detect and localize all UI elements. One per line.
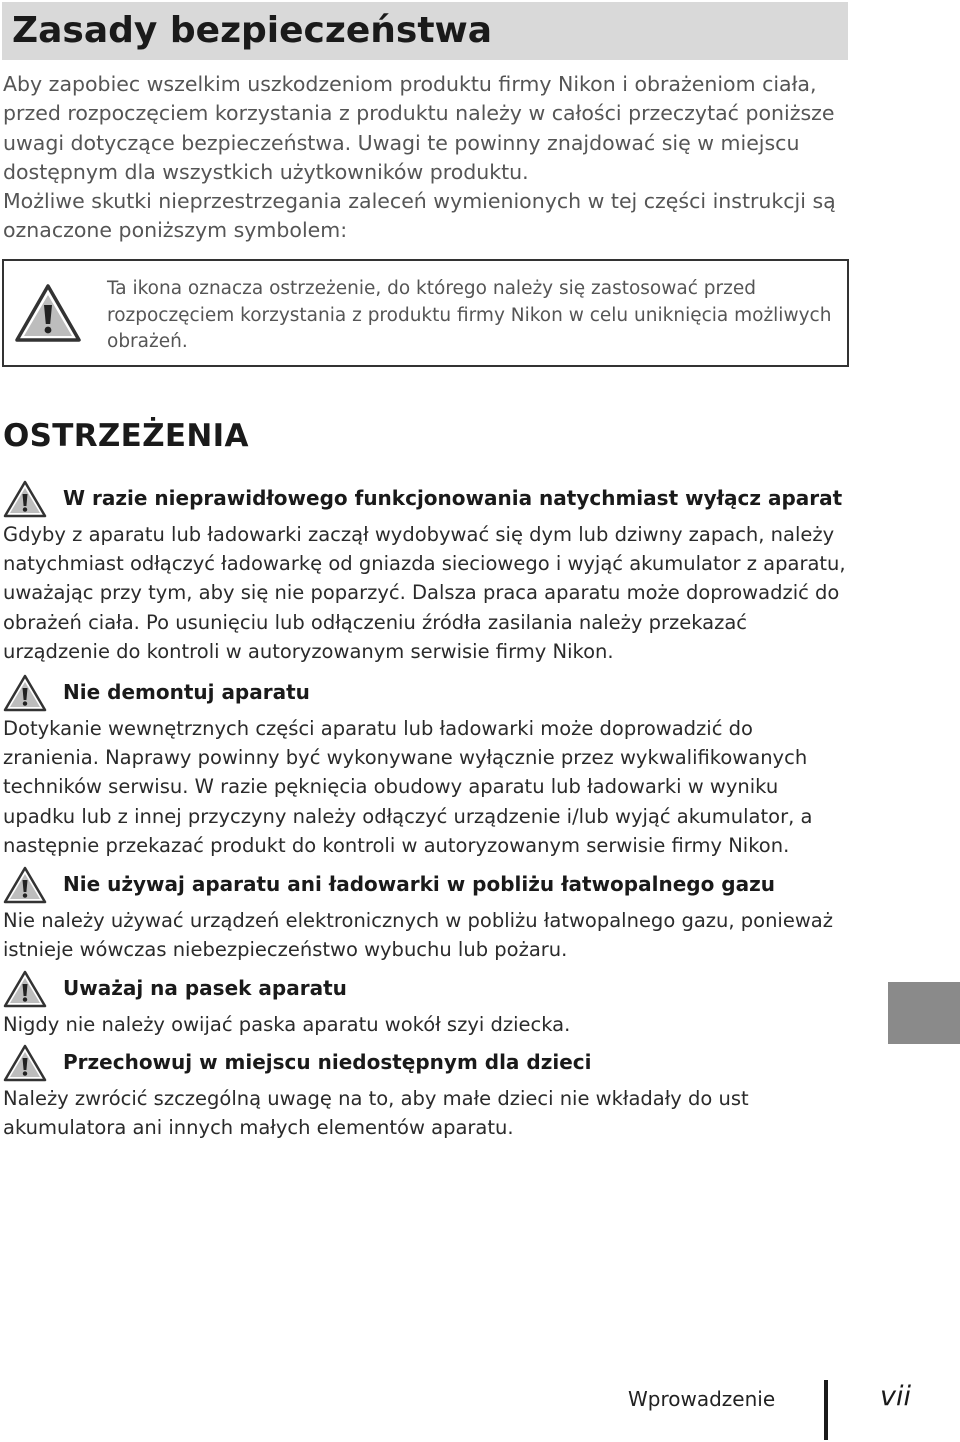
page-title: Zasady bezpieczeństwa	[12, 10, 493, 51]
warning-triangle-icon	[3, 674, 47, 712]
title-bar	[2, 2, 848, 60]
warnings-heading: OSTRZEŻENIA	[3, 418, 249, 454]
intro-section	[3, 70, 848, 246]
warning-title: Przechowuj w miejscu niedostępnym dla dzieci	[63, 1050, 592, 1074]
warning-triangle-icon	[14, 283, 82, 343]
warning-body: Nigdy nie należy owijać paska aparatu wokół szyi dziecka.	[3, 1013, 571, 1036]
symbol-notice-box	[2, 259, 849, 367]
page-number: vii	[880, 1381, 911, 1412]
warning-triangle-icon	[3, 480, 47, 518]
warning-body: Gdyby z aparatu lub ładowarki zaczął wydobywać się dym lub dziwny zapach, należy natychmiast odłączyć ładowarkę od gniazda sieciowego i wyjąć akumulator z aparatu, uważając przy tym, aby się nie poparzyć. Dalsza praca aparatu może doprowadzić do obrażeń ciała. Po usunięciu lub odłączeniu źródła zasilania należy przekazać urządzenie do kontroli w autoryzowanym serwisie firmy Nikon.	[3, 523, 846, 663]
warning-body: Należy zwrócić szczególną uwagę na to, aby małe dzieci nie wkładały do ust akumulatora ani innych małych elementów aparatu.	[3, 1087, 749, 1140]
intro-paragraph: Możliwe skutki nieprzestrzegania zaleceń wymienionych w tej części instrukcji są oznaczone poniższym symbolem:	[3, 189, 836, 243]
notice-text: Ta ikona oznacza ostrzeżenie, do którego należy się zastosować przed rozpoczęciem korzystania z produktu firmy Nikon w celu uniknięcia możliwych obrażeń.	[107, 278, 832, 352]
warning-title: Nie używaj aparatu ani ładowarki w pobliżu łatwopalnego gazu	[63, 872, 775, 896]
warning-body: Nie należy używać urządzeń elektronicznych w pobliżu łatwopalnego gazu, ponieważ istnieje wówczas niebezpieczeństwo wybuchu lub pożaru.	[3, 909, 833, 962]
footer-section-name: Wprowadzenie	[628, 1387, 776, 1411]
warning-triangle-icon	[3, 1044, 47, 1082]
warning-title: Uważaj na pasek aparatu	[63, 976, 347, 1000]
warning-title: Nie demontuj aparatu	[63, 680, 310, 704]
warning-body: Dotykanie wewnętrznych części aparatu lub ładowarki może doprowadzić do zranienia. Naprawy powinny być wykonywane wyłącznie przez wykwalifikowanych techników serwisu. W razie pęknięcia obudowy aparatu lub ładowarki w wyniku upadku lub z innej przyczyny należy odłączyć urządzenie i/lub wyjąć akumulator, a następnie przekazać produkt do kontroli w autoryzowanym serwisie firmy Nikon.	[3, 717, 813, 857]
intro-paragraph: Aby zapobiec wszelkim uszkodzeniom produktu firmy Nikon i obrażeniom ciała, przed rozpoczęciem korzystania z produktu należy w całości przeczytać poniższe uwagi dotyczące bezpieczeństwa. Uwagi te powinny znajdować się w miejscu dostępnym dla wszystkich użytkowników produktu.	[3, 72, 835, 184]
warning-triangle-icon	[3, 866, 47, 904]
footer-divider	[824, 1380, 828, 1440]
section-tab	[888, 982, 960, 1044]
warning-triangle-icon	[3, 970, 47, 1008]
warning-title: W razie nieprawidłowego funkcjonowania natychmiast wyłącz aparat	[63, 486, 843, 510]
